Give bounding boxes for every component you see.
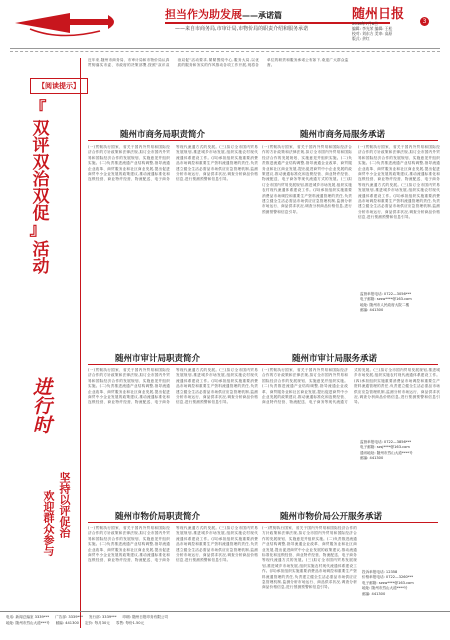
commerce-duty-body: (一)贯彻执行国家、省关于国内外贸易和国际经济合作的方针政策和法律法规,拟订全市国内外贸易和国际经济合作的发展规划、实施意见并组织实施。(二)负责推进流通产业结构调整,指导流通企业改革、商贸服务业和社区商业发展,提出促进商贸中小企业发展的政策建议,推动流通标准化和连锁经营、商业特许经营、物流配送、电子商务等现代流通方式的发展。(三)拟订全市国内贸易发展规划,推进城乡市场发展,组织实施农村现代流通体系建设工作。(四)承担组织实施重要消费品市场调控和重要生产资料流通管理的责任,负责建立健全生活必需品市场供应应急管理机制,监测分析市场运行、商品供求状况,调查分析商品价格信息,进行预测预警和信息引导。	[88, 145, 258, 182]
welcome-slogan: 欢迎群众参与	[42, 490, 55, 556]
audit-promise-body: (一)贯彻执行国家、省关于国内外贸易和国际经济合作的方针政策和法律法规,拟订全市国内外贸易和国际经济合作的发展规划、实施意见并组织实施。(二)负责推进流通产业结构调整,指导流通企业改革、商贸服务业和社区商业发展,提出促进商贸中小企业发展的政策建议,推动流通标准化和连锁经营、商业特许经营、物流配送、电子商务等现代流通方式的发展。(三)拟订全市国内贸易发展规划,推进城乡市场发展,组织实施农村现代流通体系建设工作。(四)承担组织实施重要消费品市场调控和重要生产资料流通管理的责任,负责建立健全生活必需品市场供应应急管理机制,监测分析市场运行、商品供求状况,调查分析商品价格信息,进行预测预警和信息引导。	[262, 368, 440, 405]
page-banner-title: 担当作为助发展——承诺篇	[165, 8, 282, 21]
banner-subtitle: ——来自市商务局,市审计局,市物价局的职责介绍和服务承诺	[175, 26, 309, 32]
page-footer: 电话: 新闻总编室 3339*** 广告部: 3339*** 发行部: 3339*** 印刷: 随州日报印务有限公司 地址: 随州市烈山大道***号 邮编: 441300 定价: 每月30元 零售: 每份1.50元	[0, 611, 450, 640]
audit-duty-heading: 随州市审计局职责简介	[115, 354, 201, 364]
commerce-duty-body-cont: (一)贯彻执行国家、省关于国内外贸易和国际经济合作的方针政策和法律法规,拟订全市国内外贸易和国际经济合作的发展规划、实施意见并组织实施。(二)负责推进流通产业结构调整,指导流通企业改革、商贸服务业和社区商业发展,提出促进商贸中小企业发展的政策建议,推动流通标准化和连锁经营、商业特许经营、物流配送、电子商务等现代流通方式的发展。(三)拟订全市国内贸易发展规划,推进城乡市场发展,组织实施农村现代流通体系建设工作。(四)承担组织实施重要消费品市场调控和重要生产资料流通管理的责任,负责建立健全生活必需品市场供应应急管理机制,监测分析市场运行、商品供求状况,调查分析商品价格信息,进行预测预警和信息引导。	[262, 145, 352, 214]
commerce-promise-body: (一)贯彻执行国家、省关于国内外贸易和国际经济合作的方针政策和法律法规,拟订全市国内外贸易和国际经济合作的发展规划、实施意见并组织实施。(二)负责推进流通产业结构调整,指导流通企业改革、商贸服务业和社区商业发展,提出促进商贸中小企业发展的政策建议,推动流通标准化和连锁经营、商业特许经营、物流配送、电子商务等现代流通方式的发展。(三)拟订全市国内贸易发展规划,推进城乡市场发展,组织实施农村现代流通体系建设工作。(四)承担组织实施重要消费品市场调控和重要生产资料流通管理的责任,负责建立健全生活必需品市场供应应急管理机制,监测分析市场运行、商品供求状况,调查分析商品价格信息,进行预测预警和信息引导。	[358, 145, 440, 220]
price-promise-body: (一)贯彻执行国家、省关于国内外贸易和国际经济合作的方针政策和法律法规,拟订全市国内外贸易和国际经济合作的发展规划、实施意见并组织实施。(二)负责推进流通产业结构调整,指导流通企业改革、商贸服务业和社区商业发展,提出促进商贸中小企业发展的政策建议,推动流通标准化和连锁经营、商业特许经营、物流配送、电子商务等现代流通方式的发展。(三)拟订全市国内贸易发展规划,推进城乡市场发展,组织实施农村现代流通体系建设工作。(四)承担组织实施重要消费品市场调控和重要生产资料流通管理的责任,负责建立健全生活必需品市场供应应急管理机制,监测分析市场运行、商品供求状况,调查分析商品价格信息,进行预测预警和信息引导。	[262, 526, 357, 590]
commerce-duty-heading: 随州市商务局职责简介	[120, 130, 206, 140]
price-promise-heading: 随州市物价局公开服务承诺	[280, 512, 383, 522]
price-contact: 投诉举报电话: 12358 价格举报电话: 0722—3260*** 电子邮箱: szsw****@163.com 地址: 随州市烈山大道****号 邮编: 441300	[362, 570, 414, 596]
in-progress-calligraphy: 进行时	[30, 376, 52, 434]
audit-contact: 监督举报电话: 0722—3856*** 电子邮箱: szsj****@163.com 通讯地址: 随州市烈山大道****号 邮编: 441300	[360, 440, 413, 461]
sidebar-divider	[80, 58, 81, 628]
audit-promise-heading: 随州市审计局服务承诺	[292, 354, 378, 364]
price-rule	[88, 522, 438, 523]
issue-meta: 2016年7月6日 编辑: 李光荣 编辑: 王松 校对: 刘东方 美审: 高原 版式: 余红	[352, 21, 393, 41]
header-divider	[10, 48, 440, 49]
audit-rule	[88, 364, 438, 365]
trumpet-emblem-icon	[10, 5, 140, 45]
price-duty-heading: 随州市物价局职责简介	[115, 512, 201, 522]
commerce-rule	[88, 140, 438, 141]
price-duty-body: (一)贯彻执行国家、省关于国内外贸易和国际经济合作的方针政策和法律法规,拟订全市国内外贸易和国际经济合作的发展规划、实施意见并组织实施。(二)负责推进流通产业结构调整,指导流通企业改革、商贸服务业和社区商业发展,提出促进商贸中小企业发展的政策建议,推动流通标准化和连锁经营、商业特许经营、物流配送、电子商务等现代流通方式的发展。(三)拟订全市国内贸易发展规划,推进城乡市场发展,组织实施农村现代流通体系建设工作。(四)承担组织实施重要消费品市场调控和重要生产资料流通管理的责任,负责建立健全生活必需品市场供应应急管理机制,监测分析市场运行、商品供求状况,调查分析商品价格信息,进行预测预警和信息引导。	[88, 526, 258, 563]
header-dashed-divider	[10, 51, 440, 52]
slogan-text: 双评双治双促	[28, 119, 49, 221]
audit-duty-body: (一)贯彻执行国家、省关于国内外贸易和国际经济合作的方针政策和法律法规,拟订全市国内外贸易和国际经济合作的发展规划、实施意见并组织实施。(二)负责推进流通产业结构调整,指导流通企业改革、商贸服务业和社区商业发展,提出促进商贸中小企业发展的政策建议,推动流通标准化和连锁经营、商业特许经营、物流配送、电子商务等现代流通方式的发展。(三)拟订全市国内贸易发展规划,推进城乡市场发展,组织实施农村现代流通体系建设工作。(四)承担组织实施重要消费品市场调控和重要生产资料流通管理的责任,负责建立健全生活必需品市场供应应急管理机制,监测分析市场运行、商品供求状况,调查分析商品价格信息,进行预测预警和信息引导。	[88, 368, 258, 405]
newspaper-name: 随州日报	[352, 7, 405, 22]
commerce-contact: 监督举报电话: 0722—3056*** 电子邮箱: szsw****@163.com 地址: 随州市人民政府大院二楼 邮编: 441300	[360, 292, 412, 313]
adhere-slogan: 坚持以评促治	[58, 472, 71, 538]
intro-paragraph: 近年来,随州市商务局、市审计局和市物价局认真贯彻落实市委、市政府的决策部署,按照"双评双治双促"活动要求,紧紧围绕中心,服务大局,以优质的服务和务实的作风推动各项工作开展,现将各单位的职责和服务承诺公布如下,欢迎广大群众监督。	[88, 58, 349, 68]
commerce-promise-heading: 随州市商务局服务承诺	[300, 130, 386, 140]
campaign-slogan: 『 双评双治双促 』 活动	[28, 99, 49, 274]
reading-tip-tag: 【阅读提示】	[30, 78, 88, 94]
page-number-badge: 3	[420, 17, 429, 26]
